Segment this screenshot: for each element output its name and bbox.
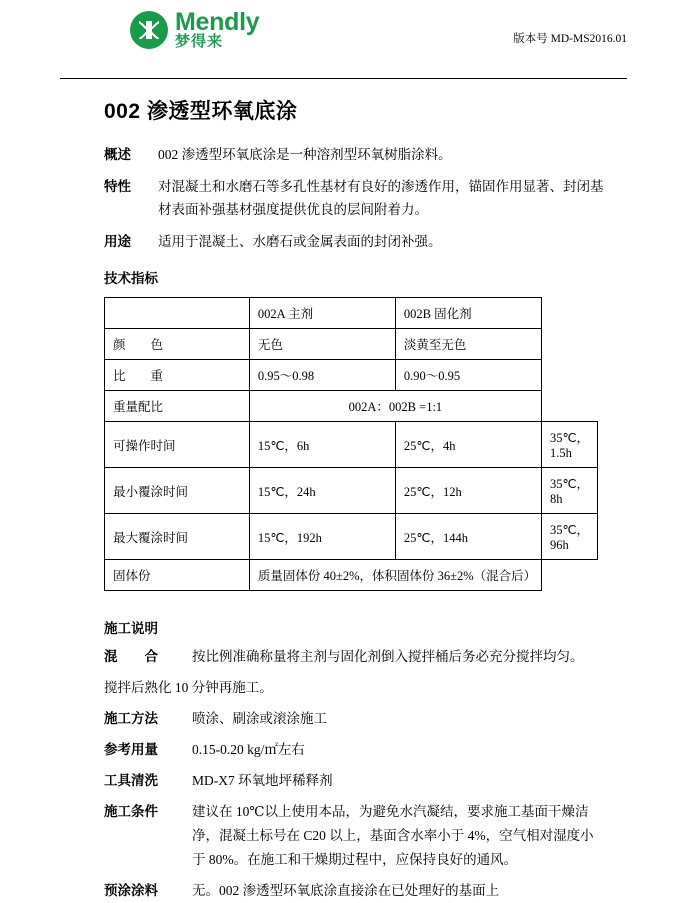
construction-label: 施工方法	[104, 711, 158, 726]
table-cell: 25℃，144h	[395, 514, 541, 560]
table-row	[105, 560, 598, 591]
table-cell: 重量配比	[105, 391, 250, 422]
intro-row	[104, 143, 607, 166]
table-row	[105, 422, 598, 468]
table-cell: 25℃，12h	[395, 468, 541, 514]
intro-row	[104, 230, 607, 253]
construction-text: 无。002 渗透型环氧底涂直接涂在已处理好的基面上	[192, 883, 500, 898]
construction-text: 按比例准确称量将主剂与固化剂倒入搅拌桶后务必充分搅拌均匀。	[192, 649, 584, 664]
brand-logo-text	[175, 10, 259, 50]
table-cell: 固体份	[105, 560, 250, 591]
construction-text: 0.15-0.20 kg/㎡左右	[192, 742, 305, 757]
table-row	[105, 298, 598, 329]
document-version: 版本号 MD-MS2016.01	[513, 33, 627, 45]
table-cell: 最小覆涂时间	[105, 468, 250, 514]
construction-row	[104, 769, 605, 793]
construction-text: MD-X7 环氧地坪稀释剂	[192, 773, 333, 788]
construction-heading: 施工说明	[104, 621, 158, 636]
construction-row	[104, 707, 605, 731]
table-cell: 15℃，24h	[249, 468, 395, 514]
construction-row	[104, 800, 605, 872]
document-header	[60, 0, 627, 72]
table-header-a: 002A 主剂	[249, 298, 395, 329]
intro-row	[104, 175, 607, 221]
intro-label: 用途	[104, 234, 131, 249]
table-cell: 002A：002B =1:1	[249, 391, 541, 422]
table-cell: 15℃，6h	[249, 422, 395, 468]
mendly-logo-icon	[130, 11, 168, 49]
intro-text: 对混凝土和水磨石等多孔性基材有良好的渗透作用，锚固作用显著、封闭基材表面补强基材强度提供优良的层间附着力。	[158, 179, 604, 217]
construction-label: 施工条件	[104, 804, 158, 819]
intro-label: 概述	[104, 147, 131, 162]
table-cell: 可操作时间	[105, 422, 250, 468]
construction-text: 喷涂、刷涂或滚涂施工	[192, 711, 327, 726]
table-cell: 25℃，4h	[395, 422, 541, 468]
spec-table	[104, 297, 598, 591]
brand-name-en: Mendly	[175, 8, 260, 36]
table-cell: 15℃，192h	[249, 514, 395, 560]
construction-row	[104, 645, 605, 669]
intro-text: 002 渗透型环氧底涂是一种溶剂型环氧树脂涂料。	[158, 147, 452, 162]
construction-label: 工具清洗	[104, 773, 158, 788]
table-header-b: 002B 固化剂	[395, 298, 541, 329]
construction-section	[104, 645, 605, 903]
table-cell: 35℃，96h	[541, 514, 597, 560]
construction-row	[104, 738, 605, 762]
table-cell: 质量固体份 40±2%，体积固体份 36±2%（混合后）	[249, 560, 541, 591]
table-row	[105, 360, 598, 391]
intro-label: 特性	[104, 179, 131, 194]
table-cell: 无色	[249, 329, 395, 360]
table-cell	[105, 298, 250, 329]
table-cell: 淡黄至无色	[395, 329, 541, 360]
table-cell: 颜 色	[105, 329, 250, 360]
intro-text: 适用于混凝土、水磨石或金属表面的封闭补强。	[158, 234, 442, 249]
construction-row	[104, 879, 605, 903]
spec-heading: 技术指标	[104, 271, 158, 286]
construction-label: 混 合	[104, 649, 158, 664]
table-cell: 比 重	[105, 360, 250, 391]
construction-label: 参考用量	[104, 742, 158, 757]
construction-label: 预涂涂料	[104, 883, 158, 898]
construction-text: 建议在 10℃以上使用本品，为避免水汽凝结，要求施工基面干燥洁净，混凝土标号在 C20 以上，基面含水率小于 4%，空气相对湿度小于 80%。在施工和干燥期过程中，应保持良好的通风。	[192, 804, 594, 867]
table-row	[105, 391, 598, 422]
construction-mix-continuation: 搅拌后熟化 10 分钟再施工。	[104, 680, 273, 695]
table-row	[105, 468, 598, 514]
table-row	[105, 514, 598, 560]
brand-logo	[130, 10, 259, 50]
table-cell: 0.95～0.98	[249, 360, 395, 391]
table-cell: 最大覆涂时间	[105, 514, 250, 560]
intro-section	[104, 143, 607, 253]
page-title: 002 渗透型环氧底涂	[104, 100, 298, 123]
table-row	[105, 329, 598, 360]
table-cell: 35℃，8h	[541, 468, 597, 514]
table-cell: 35℃，1.5h	[541, 422, 597, 468]
brand-name-cn: 梦得来	[175, 33, 224, 50]
table-cell: 0.90～0.95	[395, 360, 541, 391]
header-divider	[60, 78, 627, 79]
